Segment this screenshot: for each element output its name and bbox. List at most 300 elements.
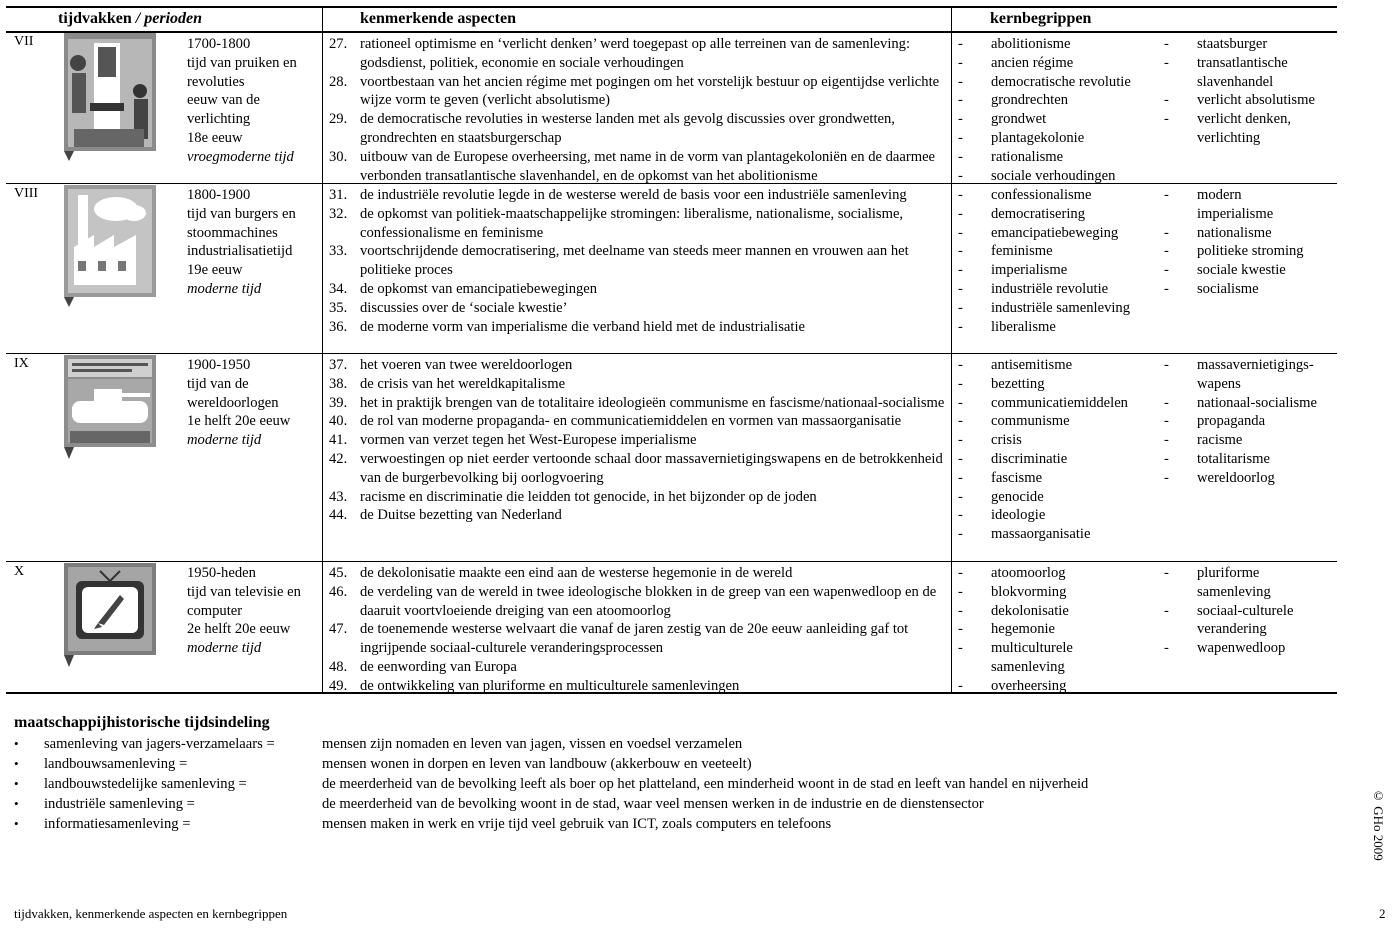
- terms-left: [958, 186, 1130, 336]
- term-text: wapens: [1197, 375, 1241, 392]
- term-dash: -: [958, 318, 963, 335]
- term-dash: -: [958, 450, 963, 467]
- term-text: fascisme: [991, 469, 1043, 486]
- header-periods-italic: perioden: [144, 10, 203, 27]
- aspect-item: [329, 318, 949, 337]
- bullet-icon: •: [14, 736, 19, 751]
- period-line: tijd van de: [187, 375, 249, 392]
- aspect-number: 31.: [329, 187, 348, 203]
- aspect-item: [329, 564, 949, 583]
- period-century: 1e helft 20e eeuw: [187, 413, 291, 430]
- terms-left: [958, 564, 1073, 696]
- aspect-number: 49.: [329, 677, 348, 694]
- society-term: industriële samenleving =: [44, 796, 195, 812]
- term-dash: -: [958, 187, 963, 203]
- period-years: 1950-heden: [187, 565, 256, 581]
- term-dash: -: [958, 602, 963, 619]
- term-item: [958, 356, 1128, 375]
- aspect-number: 47.: [329, 621, 348, 638]
- aspect-item: [329, 205, 949, 243]
- term-dash: -: [1164, 243, 1169, 260]
- aspect-number: 34.: [329, 280, 348, 297]
- term-dash: -: [958, 148, 963, 165]
- term-text: communisme: [991, 413, 1070, 430]
- guillotine-revolution-image: [64, 33, 156, 161]
- term-item: [958, 506, 1128, 525]
- aspect-text: de opkomst van emancipatiebewegingen: [360, 280, 598, 297]
- header-periods: [58, 8, 202, 30]
- term-text: ideologie: [991, 507, 1046, 524]
- header-periods-sep: /: [131, 10, 145, 27]
- term-item: [958, 148, 1131, 167]
- term-item: [1164, 186, 1304, 205]
- term-item: [1164, 35, 1315, 54]
- aspect-text: de toenemende westerse welvaart die vanaf de jaren zestig van de 20e eeuw aanleiding gaf tot ingrijpende sociaal-culturele veranderingsprocessen: [360, 621, 909, 657]
- period-century: 2e helft 20e eeuw: [187, 621, 291, 638]
- aspect-text: de ontwikkeling van pluriforme en multiculturele samenlevingen: [360, 677, 740, 694]
- period-century: 18e eeuw: [187, 129, 243, 146]
- period-century: 19e eeuw: [187, 262, 243, 279]
- term-dash: -: [1164, 413, 1169, 430]
- term-text: staatsburger: [1197, 36, 1268, 52]
- term-item: [958, 602, 1073, 621]
- term-text: samenleving: [991, 658, 1065, 675]
- society-item: [14, 734, 1214, 754]
- term-text: nationaal-socialisme: [1197, 394, 1317, 411]
- aspect-number: 35.: [329, 299, 348, 316]
- term-item: [958, 469, 1128, 488]
- term-item: [1164, 54, 1315, 73]
- aspect-text: discussies over de ‘sociale kwestie’: [360, 299, 568, 316]
- term-item: [1164, 394, 1317, 413]
- aspect-item: [329, 299, 949, 318]
- aspect-number: 32.: [329, 205, 348, 222]
- term-text: liberalisme: [991, 318, 1056, 335]
- term-dash: -: [958, 299, 963, 316]
- aspect-item: [329, 450, 949, 488]
- aspects-list: [329, 35, 949, 185]
- aspect-item: [329, 394, 949, 413]
- period-number: VII: [14, 34, 34, 49]
- terms-left: [958, 356, 1128, 544]
- term-item: [958, 450, 1128, 469]
- term-text: emancipatiebeweging: [991, 224, 1119, 241]
- aspect-item: [329, 677, 949, 696]
- aspect-item: [329, 73, 949, 111]
- term-dash: -: [1164, 432, 1169, 449]
- term-dash: -: [1164, 469, 1169, 486]
- aspect-number: 30.: [329, 148, 348, 165]
- term-dash: -: [1164, 224, 1169, 241]
- term-dash: [1164, 620, 1197, 639]
- period-description: [187, 356, 290, 450]
- top-rule: [6, 6, 1337, 8]
- term-text: verlichting: [1197, 129, 1261, 146]
- term-text: politieke stroming: [1197, 243, 1304, 260]
- term-dash: -: [958, 375, 963, 392]
- term-dash: [1164, 583, 1197, 602]
- term-text: imperialisme: [991, 262, 1068, 279]
- term-text: communicatiemiddelen: [991, 394, 1128, 411]
- aspect-text: de crisis van het wereldkapitalisme: [360, 375, 566, 392]
- header-terms: kernbegrippen: [990, 10, 1092, 27]
- term-item: [1164, 91, 1315, 110]
- aspect-item: [329, 375, 949, 394]
- term-text: ancien régime: [991, 54, 1074, 71]
- term-text: nationalisme: [1197, 224, 1272, 241]
- period-description: [187, 35, 297, 167]
- term-text: crisis: [991, 432, 1022, 449]
- aspect-text: de opkomst van politiek-maatschappelijke stromingen: liberalisme, nationalisme, socialisme, confessionalisme en feminisme: [360, 205, 904, 241]
- aspect-text: de democratische revoluties in westerse landen met als gevolg discussies over grondwetten, grondrechten en staatsburgerschap: [360, 111, 895, 146]
- period-era: moderne tijd: [187, 432, 262, 449]
- term-text: abolitionisme: [991, 36, 1071, 52]
- term-dash: -: [1164, 187, 1169, 203]
- term-item: [958, 186, 1130, 205]
- header-rule: [6, 31, 1337, 33]
- term-dash: -: [958, 129, 963, 146]
- term-dash: -: [958, 224, 963, 241]
- aspect-item: [329, 280, 949, 299]
- term-text: blokvorming: [991, 583, 1067, 600]
- term-dash: [1164, 205, 1197, 224]
- term-item: [1164, 280, 1304, 299]
- aspect-text: de rol van moderne propaganda- en communicatiemiddelen en vormen van massaorganisatie: [360, 413, 902, 430]
- society-description: mensen maken in werk en vrije tijd veel gebruik van ICT, zoals computers en telefoons: [322, 816, 832, 832]
- bullet-icon: •: [14, 756, 19, 771]
- term-text: atoomoorlog: [991, 565, 1066, 581]
- aspect-number: 41.: [329, 432, 348, 449]
- term-item: [1164, 129, 1315, 148]
- aspect-item: [329, 412, 949, 431]
- term-item: [1164, 110, 1315, 129]
- term-item: [958, 639, 1073, 658]
- aspect-item: [329, 110, 949, 148]
- aspect-item: [329, 620, 949, 658]
- term-item: [1164, 450, 1317, 469]
- term-item: [958, 91, 1131, 110]
- aspect-text: de moderne vorm van imperialisme die verband hield met de industrialisatie: [360, 318, 805, 335]
- society-description: de meerderheid van de bevolking leeft als boer op het platteland, een minderheid woont in de stad en leeft van handel en nijverheid: [322, 776, 1089, 792]
- society-section: [14, 714, 1214, 834]
- term-text: industriële revolutie: [991, 280, 1109, 297]
- term-dash: -: [1164, 602, 1169, 619]
- term-dash: -: [1164, 280, 1169, 297]
- term-item: [1164, 261, 1304, 280]
- aspect-item: [329, 658, 949, 677]
- row-divider-3: [6, 561, 1337, 562]
- term-dash: -: [1164, 92, 1169, 109]
- period-line: industrialisatietijd: [187, 243, 293, 260]
- term-item: [1164, 242, 1304, 261]
- term-item: [958, 261, 1130, 280]
- term-text: samenleving: [1197, 583, 1271, 600]
- term-item: [958, 583, 1073, 602]
- term-text: discriminatie: [991, 450, 1068, 467]
- term-dash: -: [958, 243, 963, 260]
- aspect-item: [329, 583, 949, 621]
- term-item: [1164, 224, 1304, 243]
- term-dash: -: [958, 432, 963, 449]
- term-item: [1164, 602, 1293, 621]
- bullet-icon: •: [14, 776, 19, 791]
- term-text: antisemitisme: [991, 357, 1073, 373]
- term-text: verandering: [1197, 621, 1267, 638]
- society-item: [14, 814, 1214, 834]
- period-line: wereldoorlogen: [187, 394, 279, 411]
- period-era: moderne tijd: [187, 640, 262, 657]
- term-dash: -: [958, 357, 963, 373]
- aspect-item: [329, 186, 949, 205]
- period-description: [187, 564, 301, 658]
- period-line: verlichting: [187, 111, 251, 128]
- aspect-number: 27.: [329, 36, 348, 52]
- period-line: revoluties: [187, 73, 245, 90]
- term-text: sociaal-culturele: [1197, 602, 1294, 619]
- period-line: computer: [187, 602, 243, 619]
- period-era: moderne tijd: [187, 280, 262, 297]
- term-dash: -: [958, 280, 963, 297]
- row-divider-2: [6, 353, 1337, 354]
- term-dash: -: [958, 640, 963, 657]
- term-text: confessionalisme: [991, 187, 1092, 203]
- term-text: sociale verhoudingen: [991, 167, 1116, 184]
- term-item: [958, 318, 1130, 337]
- aspect-text: verwoestingen op niet eerder vertoonde schaal door massavernietigingswapens en de betrokkenheid van de burgerbevolking bij oorlogvoering: [360, 450, 943, 486]
- aspects-list: [329, 186, 949, 336]
- aspect-item: [329, 488, 949, 507]
- term-item: [958, 110, 1131, 129]
- aspect-number: 36.: [329, 318, 348, 335]
- period-years: 1800-1900: [187, 187, 251, 203]
- term-text: multiculturele: [991, 640, 1073, 657]
- term-item: [958, 658, 1073, 677]
- aspect-number: 38.: [329, 375, 348, 392]
- term-text: slavenhandel: [1197, 73, 1274, 90]
- term-dash: [1164, 129, 1197, 148]
- term-dash: -: [958, 621, 963, 638]
- society-term: landbouwsamenleving =: [44, 756, 188, 772]
- term-dash: [1164, 73, 1197, 92]
- period-line: tijd van burgers en: [187, 205, 296, 222]
- period-line: tijd van pruiken en: [187, 54, 297, 71]
- term-item: [1164, 205, 1304, 224]
- society-item: [14, 794, 1214, 814]
- page-number: 2: [1379, 906, 1386, 921]
- term-text: pluriforme: [1197, 565, 1260, 581]
- term-dash: -: [958, 507, 963, 524]
- term-text: plantagekolonie: [991, 129, 1085, 146]
- term-dash: -: [1164, 357, 1169, 373]
- period-description: [187, 186, 296, 299]
- header-aspects: kenmerkende aspecten: [360, 10, 516, 27]
- term-dash: [958, 658, 991, 677]
- term-text: wereldoorlog: [1197, 469, 1275, 486]
- term-text: modern: [1197, 187, 1242, 203]
- aspect-number: 37.: [329, 357, 348, 373]
- term-dash: -: [958, 262, 963, 279]
- period-line: eeuw van de: [187, 92, 260, 109]
- term-text: verlicht denken,: [1197, 111, 1292, 128]
- term-text: transatlantische: [1197, 54, 1288, 71]
- term-text: grondrechten: [991, 92, 1068, 109]
- aspect-text: het in praktijk brengen van de totalitaire ideologieën communisme en fascisme/nationaal-socialisme: [360, 394, 945, 411]
- aspect-number: 46.: [329, 583, 348, 600]
- period-years: 1900-1950: [187, 357, 251, 373]
- period-line: tijd van televisie en: [187, 583, 301, 600]
- aspect-item: [329, 35, 949, 73]
- term-dash: -: [958, 92, 963, 109]
- term-dash: -: [958, 488, 963, 505]
- term-item: [1164, 469, 1317, 488]
- aspect-text: het voeren van twee wereldoorlogen: [360, 357, 573, 373]
- aspect-item: [329, 242, 949, 280]
- term-dash: -: [958, 36, 963, 52]
- term-text: racisme: [1197, 432, 1243, 449]
- column-divider-1: [322, 6, 323, 694]
- term-dash: -: [958, 583, 963, 600]
- terms-right: [1164, 356, 1317, 488]
- aspect-text: voortschrijdende democratisering, met deelname van steeds meer mannen en vrouwen aan het politieke proces: [360, 243, 909, 279]
- factory-image: [64, 185, 156, 307]
- term-dash: -: [958, 205, 963, 222]
- term-text: wapenwedloop: [1197, 640, 1286, 657]
- column-divider-2: [951, 6, 952, 694]
- term-dash: -: [958, 526, 963, 543]
- aspect-item: [329, 506, 949, 525]
- term-dash: [1164, 375, 1197, 394]
- aspect-item: [329, 356, 949, 375]
- period-number: VIII: [14, 186, 39, 201]
- aspect-number: 43.: [329, 488, 348, 505]
- aspect-item: [329, 148, 949, 186]
- term-text: democratische revolutie: [991, 73, 1131, 90]
- term-dash: -: [1164, 36, 1169, 52]
- society-term: samenleving van jagers-verzamelaars =: [44, 736, 275, 752]
- aspect-text: rationeel optimisme en ‘verlicht denken’ werd toegepast op alle terreinen van de samenleving: godsdienst, politiek, economie en sociale verhoudingen: [360, 36, 911, 71]
- term-dash: -: [1164, 262, 1169, 279]
- aspect-number: 48.: [329, 658, 348, 675]
- term-item: [1164, 639, 1293, 658]
- aspect-text: de verdeling van de wereld in twee ideologische blokken in de greep van een wapenwedloop en de daaruit voortvloeiende dreiging van een atoomoorlog: [360, 583, 937, 619]
- term-text: sociale kwestie: [1197, 262, 1286, 279]
- term-item: [958, 242, 1130, 261]
- aspect-text: vormen van verzet tegen het West-Europese imperialisme: [360, 432, 697, 449]
- term-dash: -: [958, 413, 963, 430]
- term-dash: -: [1164, 450, 1169, 467]
- term-dash: -: [958, 677, 963, 694]
- term-item: [958, 412, 1128, 431]
- terms-right: [1164, 564, 1293, 658]
- term-text: rationalisme: [991, 148, 1064, 165]
- term-item: [958, 564, 1073, 583]
- term-dash: -: [958, 111, 963, 128]
- header-periods-main: tijdvakken: [58, 10, 132, 27]
- term-text: democratisering: [991, 205, 1086, 222]
- term-dash: -: [1164, 565, 1169, 581]
- term-item: [958, 525, 1128, 544]
- aspect-text: uitbouw van de Europese overheersing, met name in de vorm van plantagekoloniën en de daarmee verbonden transatlantische slavenhandel, en de opkomst van het abolitionisme: [360, 148, 936, 184]
- aspect-number: 29.: [329, 111, 348, 128]
- term-item: [1164, 431, 1317, 450]
- period-number: X: [14, 564, 25, 579]
- term-dash: -: [958, 167, 963, 184]
- terms-right: [1164, 186, 1304, 299]
- term-item: [1164, 620, 1293, 639]
- term-item: [1164, 356, 1317, 375]
- term-item: [958, 620, 1073, 639]
- term-text: industriële samenleving: [991, 299, 1131, 316]
- term-item: [958, 167, 1131, 186]
- society-item: [14, 774, 1214, 794]
- term-item: [958, 431, 1128, 450]
- term-text: dekolonisatie: [991, 602, 1069, 619]
- term-text: massaorganisatie: [991, 526, 1091, 543]
- term-item: [1164, 73, 1315, 92]
- period-years: 1700-1800: [187, 36, 251, 52]
- aspect-number: 45.: [329, 565, 348, 581]
- copyright-notice: © GHo 2009: [1371, 788, 1386, 861]
- term-text: propaganda: [1197, 413, 1266, 430]
- term-dash: -: [958, 394, 963, 411]
- term-item: [958, 73, 1131, 92]
- term-text: bezetting: [991, 375, 1045, 392]
- term-item: [958, 205, 1130, 224]
- society-item: [14, 754, 1214, 774]
- term-text: grondwet: [991, 111, 1047, 128]
- aspect-text: voortbestaan van het ancien régime met pogingen om het vorstelijk bestuur op eigentijdse verlichte wijze vorm te geven (verlicht absolutisme): [360, 73, 940, 109]
- aspects-list: [329, 564, 949, 696]
- term-text: massavernietigings-: [1197, 357, 1314, 373]
- footer-title: tijdvakken, kenmerkende aspecten en kernbegrippen: [14, 906, 288, 921]
- term-item: [1164, 583, 1293, 602]
- term-text: totalitarisme: [1197, 450, 1270, 467]
- term-item: [958, 129, 1131, 148]
- aspect-number: 28.: [329, 73, 348, 90]
- term-item: [958, 677, 1073, 696]
- aspects-list: [329, 356, 949, 525]
- term-item: [958, 224, 1130, 243]
- aspect-text: de Duitse bezetting van Nederland: [360, 507, 562, 524]
- term-text: imperialisme: [1197, 205, 1274, 222]
- aspect-number: 40.: [329, 413, 348, 430]
- period-line: stoommachines: [187, 224, 278, 241]
- term-item: [1164, 412, 1317, 431]
- term-item: [958, 299, 1130, 318]
- aspect-item: [329, 431, 949, 450]
- term-item: [1164, 564, 1293, 583]
- television-rocket-image: [64, 563, 156, 667]
- aspect-number: 42.: [329, 450, 348, 467]
- aspect-number: 44.: [329, 507, 348, 524]
- term-item: [1164, 375, 1317, 394]
- period-era: vroegmoderne tijd: [187, 148, 294, 165]
- term-dash: -: [1164, 640, 1169, 657]
- tank-war-image: [64, 355, 156, 459]
- term-item: [958, 54, 1131, 73]
- term-item: [958, 375, 1128, 394]
- term-dash: -: [958, 73, 963, 90]
- term-item: [958, 394, 1128, 413]
- term-dash: -: [1164, 54, 1169, 71]
- terms-right: [1164, 35, 1315, 148]
- bullet-icon: •: [14, 796, 19, 811]
- society-description: mensen zijn nomaden en leven van jagen, vissen en voedsel verzamelen: [322, 736, 743, 752]
- term-item: [958, 280, 1130, 299]
- society-description: de meerderheid van de bevolking woont in de stad, waar veel mensen werken in de industrie en de dienstensector: [322, 796, 984, 812]
- terms-left: [958, 35, 1131, 185]
- aspect-text: racisme en discriminatie die leidden tot genocide, in het bijzonder op de joden: [360, 488, 817, 505]
